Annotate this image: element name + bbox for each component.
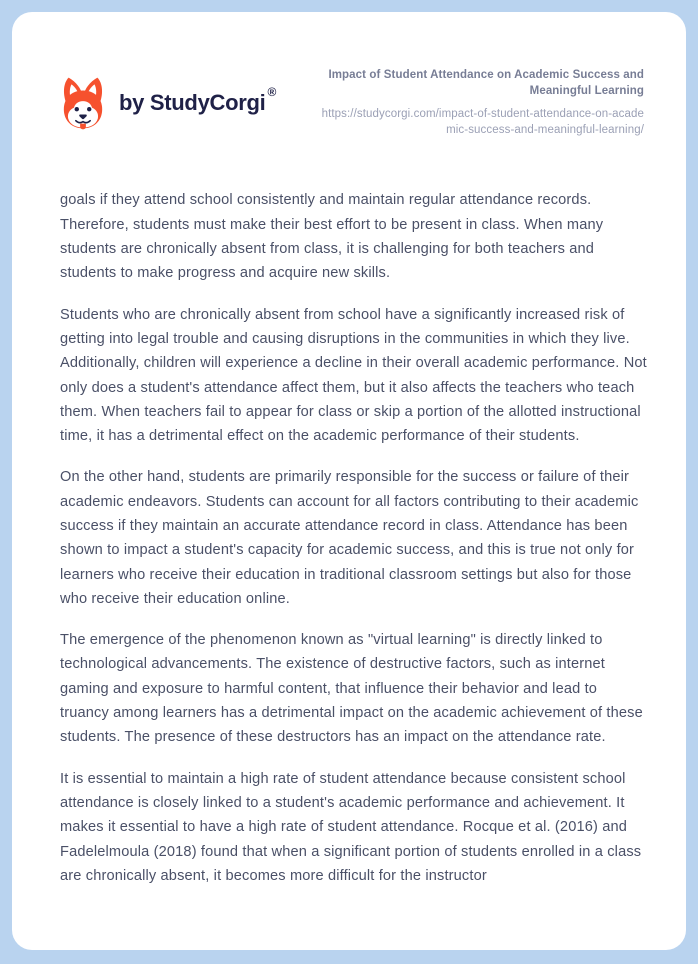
registered-trademark: ® — [267, 85, 277, 100]
brand — [60, 75, 277, 131]
article-paragraph: The emergence of the phenomenon known as "virtual learning" is directly linked to technological advancements. The existence of destructive factors, such as internet gaming and exposure to harmful content, that influence their behavior and lead to truancy among learners has a detrimental impact on the academic achievement of these students. The presence of these destructors has an impact on the attendance rate. — [60, 632, 643, 746]
article-paragraph: goals if they attend school consistently and maintain regular attendance records. Therefore, students must make their best effort to be present in class. When many students are chronically absent from class, it is challenging for both teachers and students to make progress and acquire new skills. — [60, 192, 604, 282]
brand-wordmark — [119, 85, 277, 115]
article-body — [60, 188, 648, 888]
document-card — [12, 12, 686, 950]
article-paragraph: Students who are chronically absent from school have a significantly increased risk of getting into legal trouble and causing disruptions in the communities in which they live. Additionally, children will experience a decline in their overall academic performance. Not only does a student's attendance affect them, but it also affects the teachers who teach them. When teachers fail to appear for class or skip a portion of the allotted instructional time, it has a detrimental effect on the academic performance of their students. — [60, 306, 647, 445]
document-url: https://studycorgi.com/impact-of-student-attendance-on-academic-success-and-meaningful-learning/ — [321, 107, 644, 136]
article-paragraph: On the other hand, students are primarily responsible for the success or failure of their academic endeavors. Students can account for all factors contributing to their academic success if they maintain an accurate attendance record in class. Attendance has been shown to impact a student's capacity for academic success, and this is true not only for learners who receive their education in traditional classroom settings but also for those who receive their education online. — [60, 469, 639, 607]
document-header — [60, 68, 644, 138]
corgi-icon — [60, 75, 106, 131]
source-info — [312, 68, 644, 138]
document-title: Impact of Student Attendance on Academic Success and Meaningful Learning — [328, 69, 644, 97]
article-paragraph: It is essential to maintain a high rate of student attendance because consistent school attendance is closely linked to a student's academic performance and achievement. It makes it essential to have a high rate of student attendance. Rocque et al. (2016) and Fadelelmoula (2018) found that when a significant portion of students enrolled in a class are chronically absent, it becomes more difficult for the instructor — [60, 770, 642, 884]
brand-text: by StudyCorgi — [119, 89, 266, 115]
